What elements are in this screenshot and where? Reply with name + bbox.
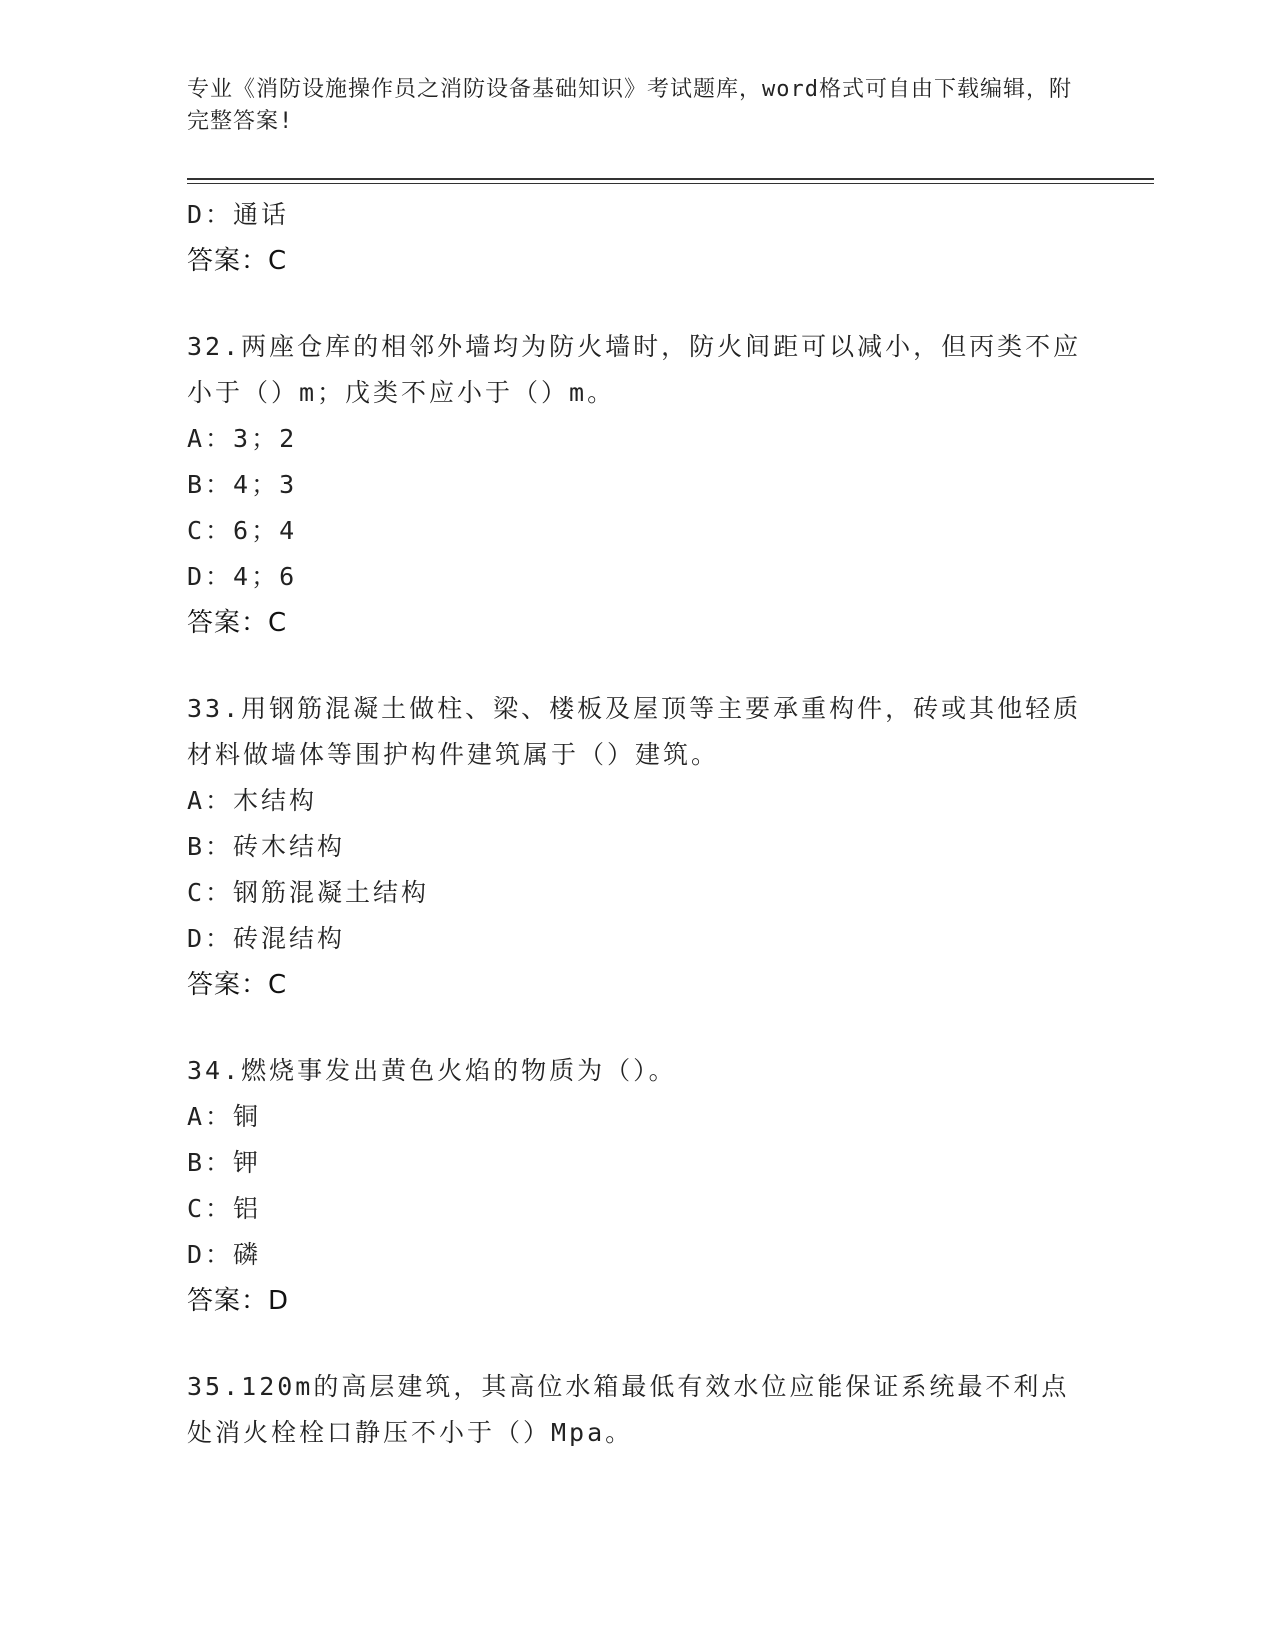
question-32 — [187, 324, 1087, 646]
option-c: C：6；4 — [187, 516, 298, 545]
question-stem: 34.燃烧事发出黄色火焰的物质为（）。 — [187, 1056, 677, 1085]
prev-answer: 答案：C — [187, 246, 288, 276]
answer: 答案：C — [187, 970, 288, 1000]
question-stem: 35.120m的高层建筑，其高位水箱最低有效水位应能保证系统最不利点处消火栓栓口静压不小于（）Mpa。 — [187, 1372, 1070, 1447]
question-33 — [187, 686, 1087, 1008]
option-a: A：木结构 — [187, 786, 318, 815]
option-b: B：砖木结构 — [187, 832, 346, 861]
option-b: B：4；3 — [187, 470, 298, 499]
option-a: A：3；2 — [187, 424, 298, 453]
option-c: C：钢筋混凝土结构 — [187, 878, 430, 907]
option-d: D：4；6 — [187, 562, 298, 591]
question-content — [187, 192, 1087, 1456]
prev-option-d: D：通话 — [187, 200, 290, 229]
answer: 答案：D — [187, 1286, 290, 1316]
header-note: 专业《消防设施操作员之消防设备基础知识》考试题库，word格式可自由下载编辑，附完整答案! — [187, 77, 1072, 134]
option-d: D：砖混结构 — [187, 924, 346, 953]
header-rule-thick — [187, 178, 1154, 180]
option-c: C：铝 — [187, 1194, 262, 1223]
question-stem: 33.用钢筋混凝土做柱、梁、楼板及屋顶等主要承重构件，砖或其他轻质材料做墙体等围护构件建筑属于（）建筑。 — [187, 694, 1082, 769]
header-rule-thin — [187, 183, 1154, 184]
answer: 答案：C — [187, 608, 288, 638]
option-d: D：磷 — [187, 1240, 262, 1269]
option-b: B：钾 — [187, 1148, 262, 1177]
question-35 — [187, 1364, 1087, 1456]
question-34 — [187, 1048, 1087, 1324]
option-a: A：铜 — [187, 1102, 262, 1131]
question-stem: 32.两座仓库的相邻外墙均为防火墙时，防火间距可以减小，但丙类不应小于（）m；戊类不应小于（）m。 — [187, 332, 1082, 407]
